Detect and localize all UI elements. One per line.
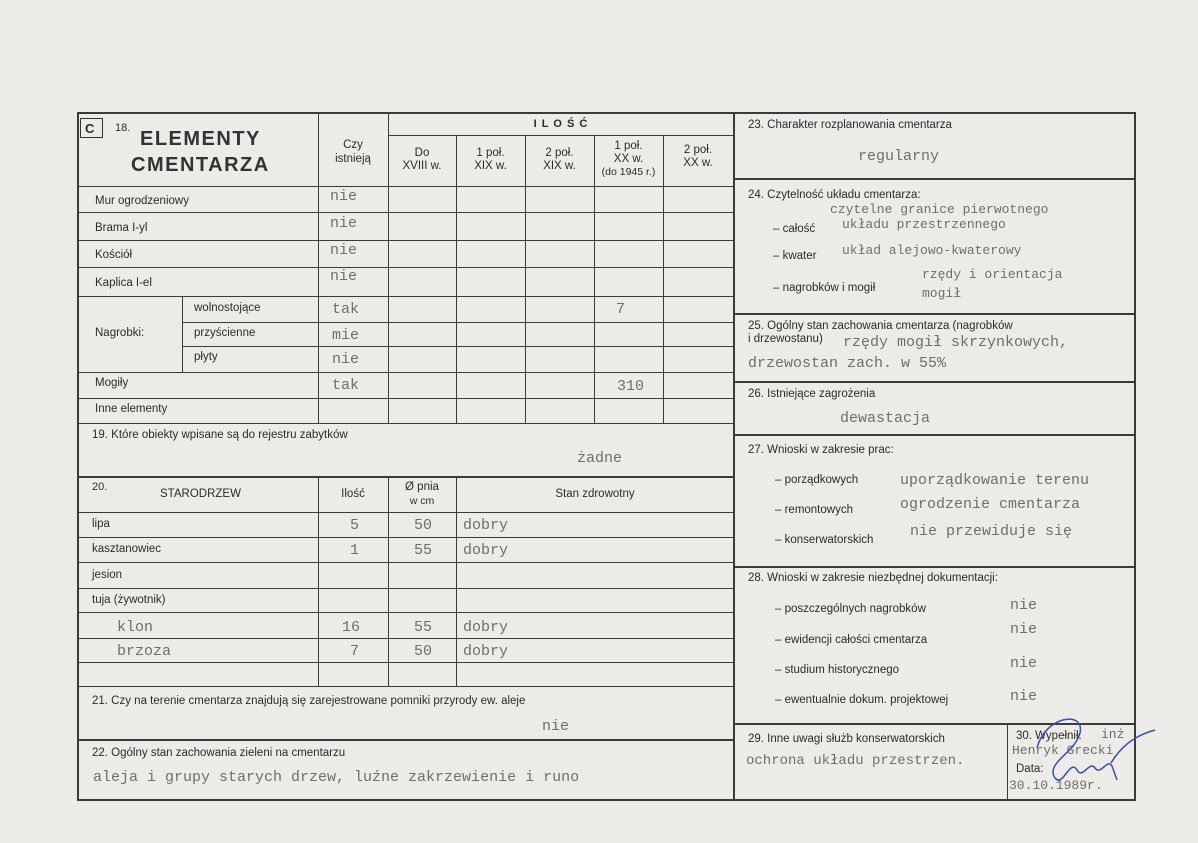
sec24-calosc-label: – całość <box>773 223 816 235</box>
nagrobki-wolno-count: 7 <box>616 301 626 318</box>
nagrobki-przys-label: przyścienne <box>194 327 256 339</box>
nagrobki-plyty-label: płyty <box>194 351 218 363</box>
period-5-a: 2 poł. <box>683 144 713 156</box>
sec24-nagrobkow-label: – nagrobków i mogił <box>773 282 876 294</box>
frame-right <box>1134 112 1136 801</box>
row-brama-exists: nie <box>330 215 358 232</box>
sec25-label-1: 25. Ogólny stan zachowania cmentarza (nagrobków <box>748 320 1013 332</box>
period-4-b: XX w. <box>613 153 644 165</box>
tree-2-diam: 55 <box>414 542 433 559</box>
sec24-nagrobkow-value-1: rzędy i orientacja <box>922 267 1063 282</box>
tree-1-count: 5 <box>350 517 360 534</box>
period-2-a: 1 poł. <box>476 147 505 159</box>
sec20-col-pnia-1: Ø pnia <box>405 481 439 493</box>
tree-3-name: jesion <box>92 569 123 581</box>
title-line-2: CMENTARZA <box>131 154 270 176</box>
sec23-value: regularny <box>858 148 940 165</box>
period-2-b: XIX w. <box>474 160 507 172</box>
sec28-item-1-value: nie <box>1010 597 1038 614</box>
sec28-item-4-label: – ewentualnie dokum. projektowej <box>775 694 949 706</box>
row-mur-exists: nie <box>330 188 358 205</box>
period-4-c: (do 1945 r.) <box>601 166 656 178</box>
sec28-item-4-value: nie <box>1010 688 1038 705</box>
sec20-col-ilosc: Ilość <box>341 488 365 500</box>
nagrobki-wolno-exists: tak <box>332 301 360 318</box>
tree-5-diam: 55 <box>414 619 433 636</box>
frame-bottom <box>77 799 1136 801</box>
mogily-label: Mogiły <box>95 377 129 389</box>
mogily-count: 310 <box>617 378 645 395</box>
sec24-kwater-label: – kwater <box>773 250 817 262</box>
sec21-label: 21. Czy na terenie cmentarza znajdują się zarejestrowane pomniki przyrody ew. aleje <box>92 695 526 707</box>
row-kaplica-label: Kaplica I-el <box>95 277 152 289</box>
sec24-label: 24. Czytelność układu cmentarza: <box>748 189 921 201</box>
sec27-item-2-value: ogrodzenie cmentarza <box>900 496 1081 513</box>
period-3-b: XIX w. <box>543 160 576 172</box>
card-letter-box <box>80 118 103 138</box>
sec30-label: 30. Wypełnił: <box>1016 730 1082 742</box>
sec23-label: 23. Charakter rozplanowania cmentarza <box>748 119 952 131</box>
tree-5-state: dobry <box>463 619 509 636</box>
inne-label: Inne elementy <box>95 403 168 415</box>
sec30-name: Henryk Grecki <box>1012 743 1114 758</box>
sec24-nagrobkow-value-2: mogił <box>922 286 962 301</box>
sec20-col-stan: Stan zdrowotny <box>555 488 635 500</box>
sec22-label: 22. Ogólny stan zachowania zieleni na cmentarzu <box>92 747 346 759</box>
col-ilosc: I L O Ś Ć <box>533 118 589 130</box>
sec25-value-2: drzewostan zach. w 55% <box>748 355 947 372</box>
sec27-item-3-value: nie przewiduje się <box>910 523 1073 540</box>
sec28-label: 28. Wnioski w zakresie niezbędnej dokumentacji: <box>748 572 998 584</box>
sec28-item-2-label: – ewidencji całości cmentarza <box>775 634 928 646</box>
sec30-date-label: Data: <box>1016 763 1044 775</box>
tree-4-name: tuja (żywotnik) <box>92 594 166 606</box>
sec22-value: aleja i grupy starych drzew, luźne zakrzewienie i runo <box>93 769 580 786</box>
period-1-a: Do <box>414 147 430 159</box>
row-kaplica-exists: nie <box>330 268 358 285</box>
card-letter: C <box>85 121 95 136</box>
sec27-item-2-label: – remontowych <box>775 504 853 516</box>
sec27-item-1-value: uporządkowanie terenu <box>900 472 1090 489</box>
nagrobki-wolno-label: wolnostojące <box>194 302 261 314</box>
sec27-item-1-label: – porządkowych <box>775 474 859 486</box>
tree-2-state: dobry <box>463 542 509 559</box>
period-3-a: 2 poł. <box>545 147 574 159</box>
row-mur-label: Mur ogrodzeniowy <box>95 195 189 207</box>
row-kosciol-exists: nie <box>330 242 358 259</box>
sec27-label: 27. Wnioski w zakresie prac: <box>748 444 894 456</box>
row-brama-label: Brama I-yl <box>95 222 148 234</box>
tree-6-diam: 50 <box>414 643 433 660</box>
sec25-value-1: rzędy mogił skrzynkowych, <box>843 334 1069 351</box>
frame-top <box>77 112 1136 114</box>
tree-1-diam: 50 <box>414 517 433 534</box>
sec24-kwater-value: układ alejowo-kwaterowy <box>842 243 1022 258</box>
mogily-exists: tak <box>332 377 360 394</box>
sec28-item-3-label: – studium historycznego <box>775 664 900 676</box>
sec24-calosc-value-2: układu przestrzennego <box>842 217 1006 232</box>
tree-5-count: 16 <box>342 619 361 636</box>
sec28-item-3-value: nie <box>1010 655 1038 672</box>
row-kosciol-label: Kościół <box>95 249 133 261</box>
sec29-value: ochrona układu przestrzen. <box>746 753 965 769</box>
tree-6-name: brzoza <box>117 643 172 660</box>
sec29-label: 29. Inne uwagi służb konserwatorskich <box>748 733 945 745</box>
tree-5-name: klon <box>117 619 154 636</box>
tree-6-state: dobry <box>463 643 509 660</box>
tree-2-count: 1 <box>350 542 360 559</box>
sec19-value: żadne <box>577 450 623 467</box>
sec21-value: nie <box>542 718 570 735</box>
sec24-calosc-value-1: czytelne granice pierwotnego <box>830 202 1049 217</box>
sec20-number: 20. <box>92 481 108 493</box>
col-czy-1: Czy <box>343 139 363 151</box>
nagrobki-przys-exists: mie <box>332 327 360 344</box>
sec28-item-2-value: nie <box>1010 621 1038 638</box>
col-czy-2: istnieją <box>335 153 371 165</box>
sec20-title: STARODRZEW <box>160 488 241 500</box>
column-divider <box>733 112 735 801</box>
tree-2-name: kasztanowiec <box>92 543 162 555</box>
sec27-item-3-label: – konserwatorskich <box>775 534 874 546</box>
frame-left <box>77 112 79 801</box>
nagrobki-plyty-exists: nie <box>332 351 360 368</box>
period-1-b: XVIII w. <box>402 160 442 172</box>
sec30-title: inż <box>1101 727 1125 742</box>
tree-6-count: 7 <box>350 643 360 660</box>
sec30-date-value: 30.10.1989r. <box>1009 778 1103 793</box>
sec20-col-pnia-2: w cm <box>409 495 435 507</box>
sec19-label: 19. Które obiekty wpisane są do rejestru zabytków <box>92 429 348 441</box>
signature-icon <box>1015 708 1160 793</box>
sec26-label: 26. Istniejące zagrożenia <box>748 388 876 400</box>
nagrobki-label: Nagrobki: <box>95 327 145 339</box>
period-4-a: 1 poł. <box>614 140 643 152</box>
sec25-label-2: i drzewostanu) <box>748 333 823 345</box>
sec26-value: dewastacja <box>840 410 931 427</box>
title-line-1: ELEMENTY <box>140 128 261 150</box>
tree-1-state: dobry <box>463 517 509 534</box>
section-18-number: 18. <box>115 122 131 134</box>
period-5-b: XX w. <box>683 157 713 169</box>
sec28-item-1-label: – poszczególnych nagrobków <box>775 603 926 615</box>
tree-1-name: lipa <box>92 518 110 530</box>
